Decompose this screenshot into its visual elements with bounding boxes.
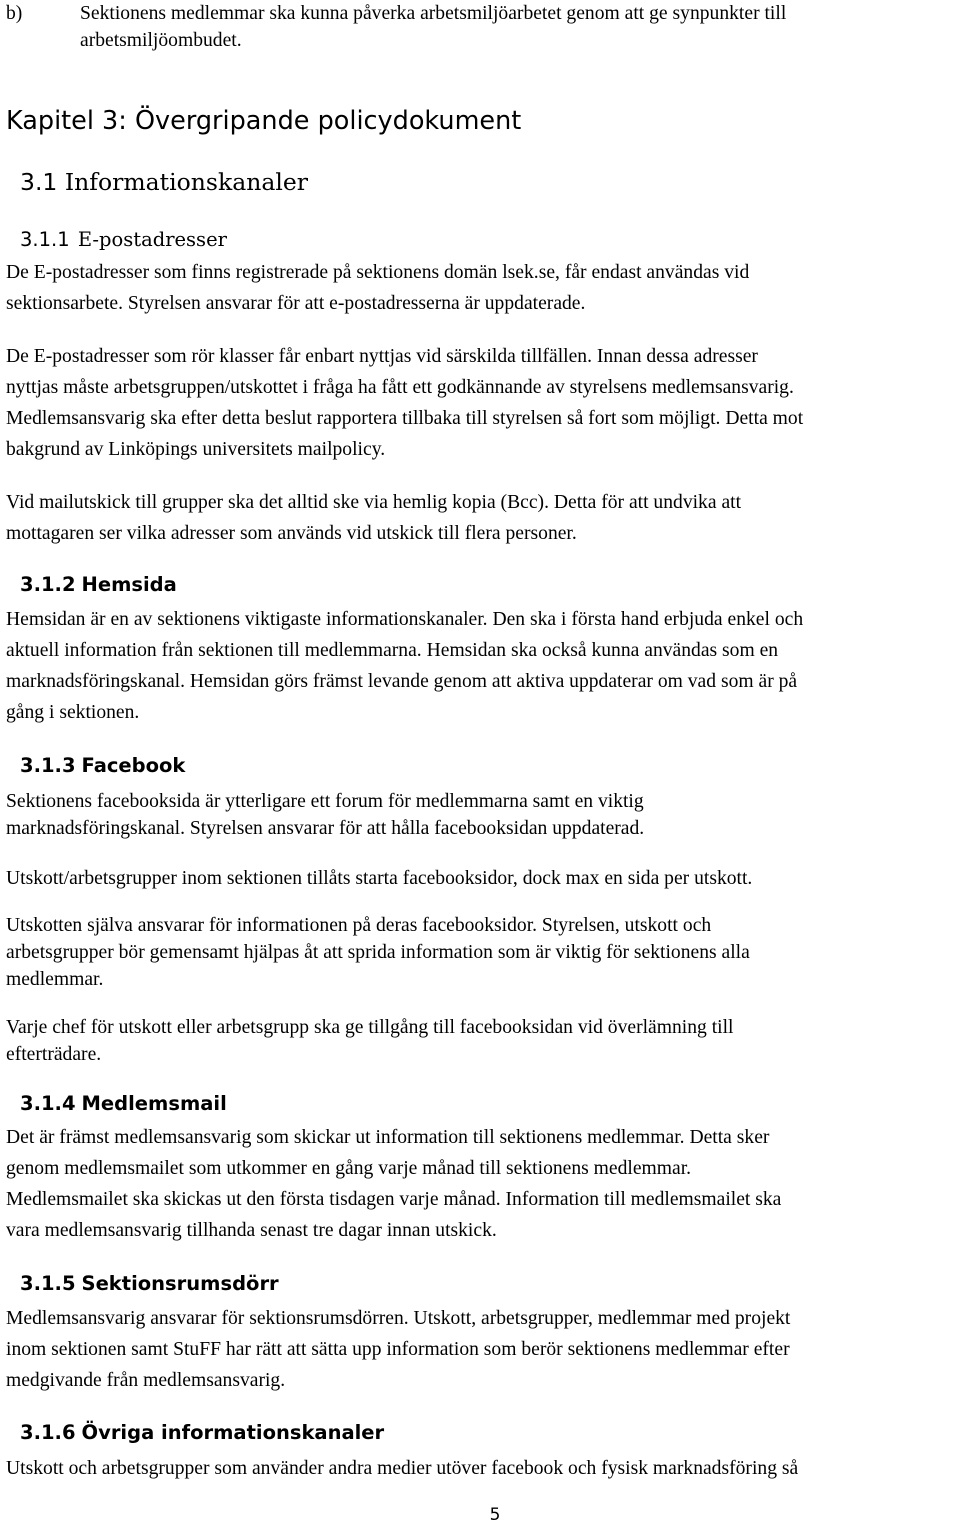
section-number: 3.1.2 (20, 573, 76, 596)
section-title: Övriga informationskanaler (81, 1421, 385, 1444)
paragraph: Vid mailutskick till grupper ska det alltid ske via hemlig kopia (Bcc). Detta för att undvika att mottagaren ser vilka adresser som används vid utskick till flera personer. (6, 492, 742, 544)
section-heading-3-1-1 (6, 226, 958, 254)
list-item-label: b) (6, 3, 23, 24)
paragraph: Medlemsansvarig ansvarar för sektionsrumsdörren. Utskott, arbetsgrupper, medlemmar med projekt inom sektionen samt StuFF har rätt att sätta upp information som berör sektionens medlemmar efter medgivande från medlemsansvarig. (6, 1308, 791, 1391)
list-item-b-line-1: b) Sektionens medlemmar ska kunna påverka arbetsmiljöarbetet genom att ge synpunkter till (6, 0, 958, 27)
section-title: E-postadresser (77, 228, 227, 251)
section-title: Medlemsmail (81, 1092, 227, 1115)
section-number: 3.1.4 (20, 1092, 76, 1115)
section-title: Sektionsrumsdörr (81, 1272, 279, 1295)
section-heading-3-1-4 (6, 1090, 958, 1118)
list-item-b-line-2: arbetsmiljöombudet. (80, 30, 242, 51)
section-heading-3-1-6 (6, 1419, 958, 1447)
chapter-heading: Kapitel 3: Övergripande policydokument (6, 106, 522, 136)
paragraph: Utskott och arbetsgrupper som använder andra medier utöver facebook och fysisk marknadsföring så (6, 1458, 799, 1479)
paragraph: De E-postadresser som rör klasser får enbart nyttjas vid särskilda tillfällen. Innan dessa adresser nyttjas måste arbetsgruppen/utskottet i fråga ha fått ett godkännande av styrelsens medlemsansvarig. Medlemsansvarig ska efter detta beslut rapportera tillbaka till styrelsen så fort som möjligt. Detta mot bakgrund av Linköpings universitets mailpolicy. (6, 346, 804, 460)
section-heading-3-1 (6, 166, 958, 198)
section-title: Informationskanaler (64, 168, 309, 196)
section-heading-3-1-2 (6, 571, 958, 599)
paragraph: Utskott/arbetsgrupper inom sektionen tillåts starta facebooksidor, dock max en sida per utskott. (6, 868, 753, 889)
section-number: 3.1.6 (20, 1421, 76, 1444)
section-heading-3-1-3 (6, 752, 958, 780)
section-title: Facebook (81, 754, 186, 777)
section-number: 3.1.3 (20, 754, 76, 777)
section-number: 3.1.5 (20, 1272, 76, 1295)
paragraph: Utskotten själva ansvarar för informationen på deras facebooksidor. Styrelsen, utskott och arbetsgrupper bör gemensamt hjälpas åt att sprida information som är viktig för sektionens alla medlemmar. (6, 915, 750, 990)
paragraph: Sektionens facebooksida är ytterligare ett forum för medlemmarna samt en viktig marknadsföringskanal. Styrelsen ansvarar för att hålla facebooksidan uppdaterad. (6, 791, 645, 839)
section-heading-3-1-5 (6, 1270, 958, 1298)
list-item-b (6, 0, 958, 54)
section-title: Hemsida (81, 573, 177, 596)
page-number: 5 (489, 1505, 501, 1525)
paragraph: De E-postadresser som finns registrerade på sektionens domän lsek.se, får endast användas vid sektionsarbete. Styrelsen ansvarar för att e-postadresserna är uppdaterade. (6, 262, 750, 314)
section-number: 3.1 (20, 168, 58, 196)
section-number: 3.1.1 (20, 228, 70, 251)
paragraph: Varje chef för utskott eller arbetsgrupp ska ge tillgång till facebooksidan vid överlämning till efterträdare. (6, 1017, 734, 1065)
paragraph: Det är främst medlemsansvarig som skickar ut information till sektionens medlemmar. Detta sker genom medlemsmailet som utkommer en gång varje månad till sektionens medlemmar. Medlemsmailet ska skickas ut den första tisdagen varje månad. Information till medlemsmailet ska vara medlemsansvarig tillhanda senast tre dagar innan utskick. (6, 1127, 782, 1241)
paragraph: Hemsidan är en av sektionens viktigaste informationskanaler. Den ska i första hand erbjuda enkel och aktuell information från sektionen till medlemmarna. Hemsidan ska också kunna användas som en marknadsföringskanal. Hemsidan görs främst levande genom att aktiva uppdaterar om vad som är på gång i sektionen. (6, 609, 804, 723)
